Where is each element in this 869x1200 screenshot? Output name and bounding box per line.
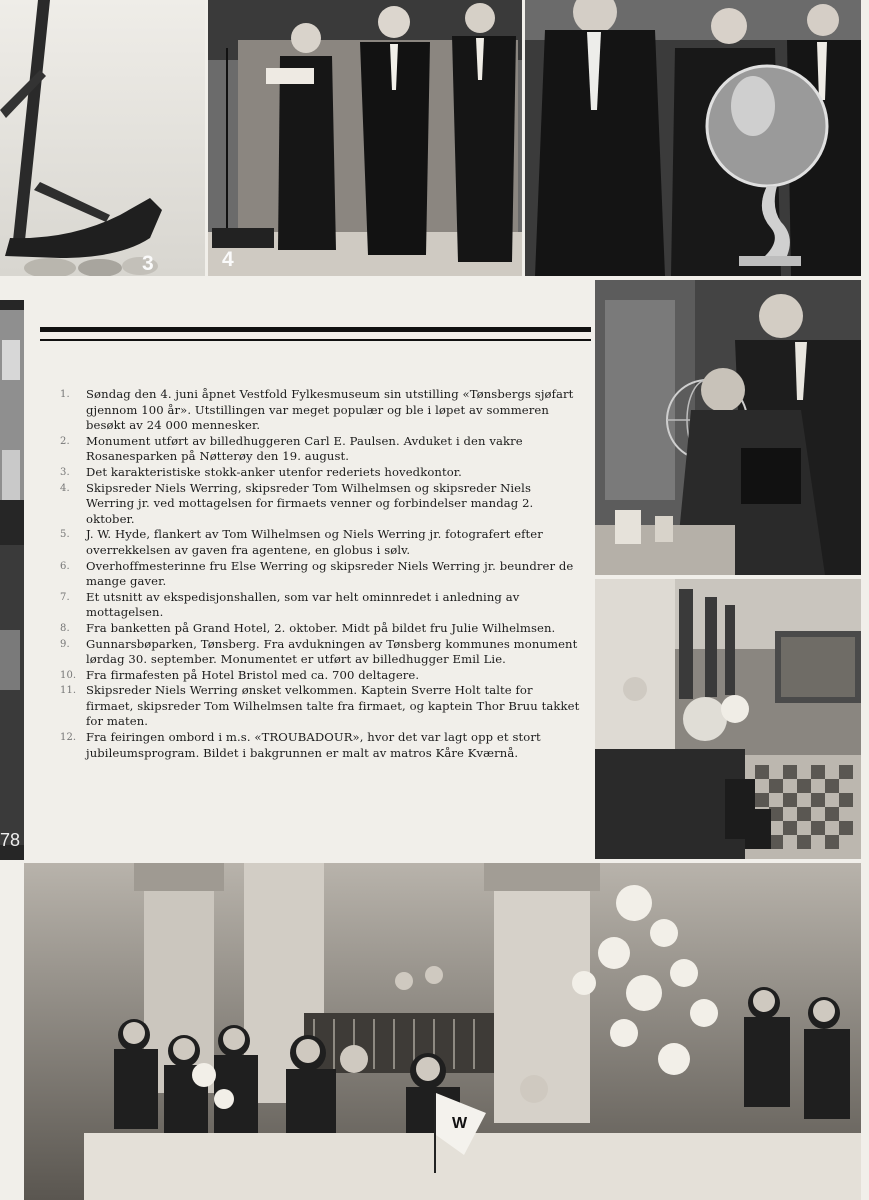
caption-item [60,559,580,590]
caption-item [60,621,580,637]
caption-text: Fra feiringen ombord i m.s. «TROUBADOUR», hvor det var lagt opp et stort jubileumsprogram. Bildet i bakgrunnen er malt av matros Kåre Kværnå. [86,730,541,760]
photo-expedition-hall [595,579,861,859]
caption-text: Skipsreder Niels Werring, skipsreder Tom Wilhelmsen og skipsreder Niels Werring jr. ved mottagelsen for firmaets venner og forbindelser mandag 2. oktober. [86,480,534,526]
caption-item [60,730,580,761]
photo-anchor [0,0,205,276]
caption-text: Fra firmafesten på Hotel Bristol med ca. 700 deltagere. [86,667,420,682]
caption-text: Et utsnitt av ekspedisjonshallen, som var helt ominnredet i anledning av mottagelsen. [86,589,520,620]
caption-number: 6. [60,560,70,572]
caption-text: Monument utført av billedhuggeren Carl E. Paulsen. Avduket i den vakre Rosanesparken på Nøtterøy den 19. august. [86,433,523,464]
caption-item [60,683,580,730]
photo-banquet [24,863,861,1200]
caption-item [60,668,580,684]
caption-number: 8. [60,622,70,634]
photo-admiring-gifts [595,280,861,575]
caption-text: J. W. Hyde, flankert av Tom Wilhelmsen og Niels Werring jr. fotografert efter overrekkelsen av gaven fra agentene, en globus i sølv. [86,527,543,557]
caption-text: Overhoffmesterinne fru Else Werring og skipsreder Niels Werring jr. beundrer de mange gaver. [86,558,574,589]
photo-gift-presentation [208,0,522,276]
caption-number: 2. [60,435,70,447]
caption-number: 11. [60,685,77,697]
caption-text: Skipsreder Niels Werring ønsket velkommen. Kaptein Sverre Holt talte for firmaet, skipsreder Tom Wilhelmsen talte fra firmaet, og kaptein Thor Bruu takket for maten. [86,683,580,729]
caption-text: Fra banketten på Grand Hotel, 2. oktober. Midt på bildet fru Julie Wilhelmsen. [86,620,556,635]
caption-item [60,465,580,481]
photo-number-3: 3 [142,252,154,275]
top-rule-thick [40,327,591,332]
left-page-edge-strip [0,300,24,860]
photo-silver-globe [525,0,861,276]
caption-item [60,434,580,465]
caption-item [60,527,580,558]
photo-number-4: 4 [222,248,234,271]
top-rule-thin [40,339,591,341]
caption-number: 7. [60,591,70,603]
caption-item [60,481,580,528]
caption-number: 12. [60,732,77,744]
caption-item [60,637,580,668]
caption-number: 10. [60,669,77,681]
caption-item [60,590,580,621]
caption-number: 1. [60,389,70,400]
caption-text: Det karakteristiske stokk-anker utenfor rederiets hovedkontor. [86,464,462,479]
caption-number: 9. [60,638,70,650]
caption-text: Søndag den 4. juni åpnet Vestfold Fylkesmuseum sin utstilling «Tønsbergs sjøfart gjennom 100 år». Utstillingen var meget populær og ble i løpet av sommeren besøkt av 24 000 mennesker. [86,387,574,433]
flag-letter: W [452,1115,468,1132]
caption-number: 4. [60,482,70,494]
caption-text: Gunnarsbøparken, Tønsberg. Fra avdukningen av Tønsberg kommunes monument lørdag 30. september. Monumentet er utført av billedhugger Emil Lie. [86,636,578,667]
left-strip-fragment: 78 [0,830,21,850]
caption-list [60,387,580,761]
caption-item [60,387,580,434]
caption-number: 3. [60,466,70,478]
caption-number: 5. [60,529,70,541]
